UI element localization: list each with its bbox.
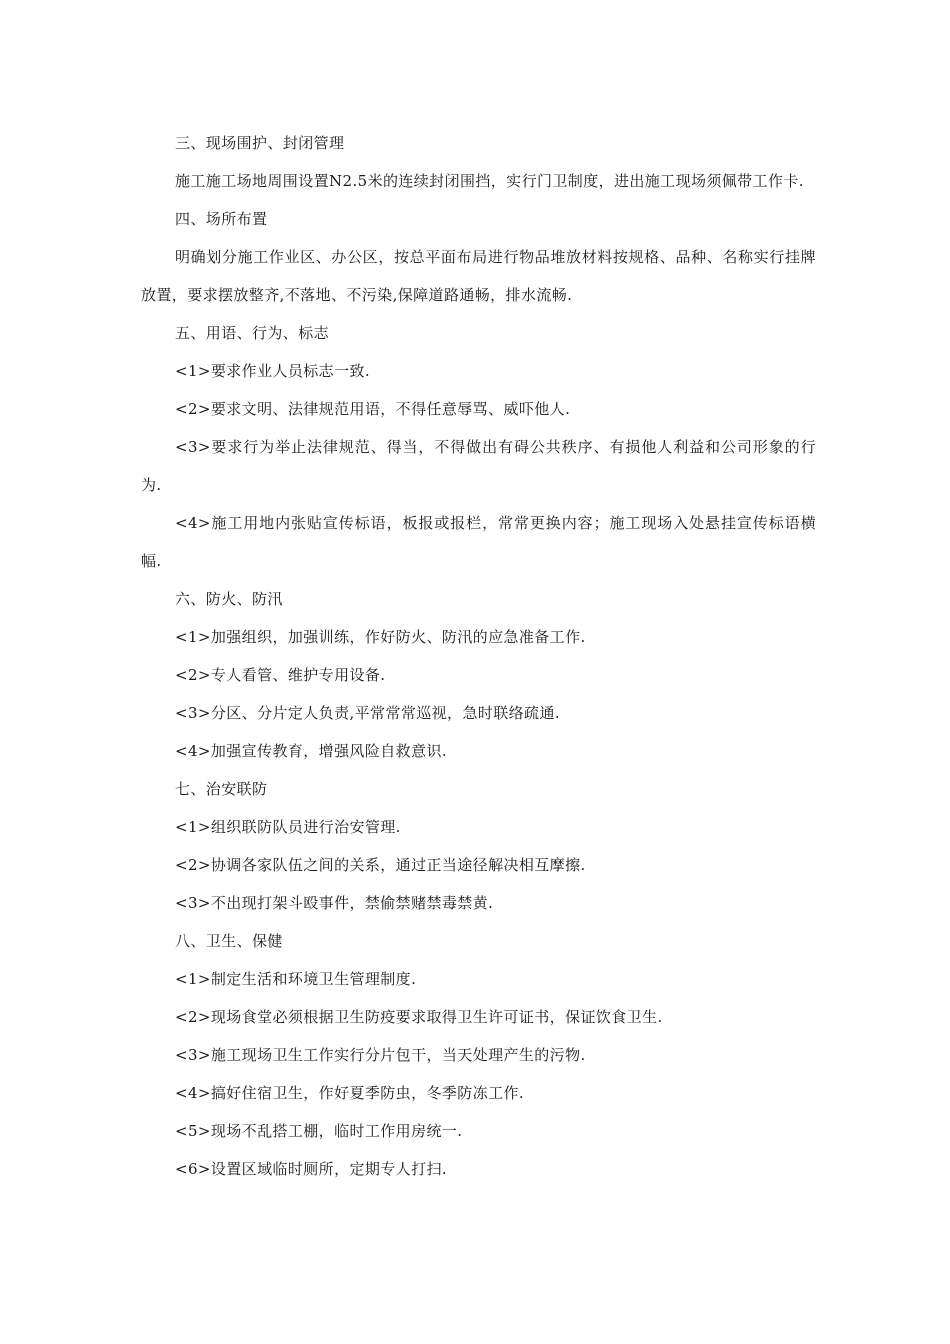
section-heading: 八、卫生、保健 [175, 932, 283, 950]
paragraph: 施工施工场地周围设置N2.5米的连续封闭围挡，实行门卫制度，进出施工现场须佩带工作卡. [175, 172, 804, 190]
list-item: <3>施工现场卫生工作实行分片包干，当天处理产生的污物. [175, 1046, 586, 1064]
list-item: <3>分区、分片定人负责,平常常常巡视，急时联络疏通. [175, 704, 561, 722]
section-heading: 六、防火、防汛 [175, 590, 283, 608]
list-item: <5>现场不乱搭工棚，临时工作用房统一. [175, 1122, 463, 1140]
document-body [141, 124, 816, 1188]
list-item: <1>加强组织，加强训练，作好防火、防汛的应急准备工作. [175, 628, 586, 646]
list-item: <4>施工用地内张贴宣传标语，板报或报栏，常常更换内容；施工现场入处悬挂宣传标语横幅. [141, 514, 816, 570]
list-item: <1>要求作业人员标志一致. [175, 362, 371, 380]
paragraph: 明确划分施工作业区、办公区，按总平面布局进行物品堆放材料按规格、品种、名称实行挂牌放置，要求摆放整齐,不落地、不污染,保障道路通畅，排水流畅. [141, 248, 816, 304]
list-item: <4>加强宣传教育，增强风险自救意识. [175, 742, 448, 760]
section-heading: 五、用语、行为、标志 [175, 324, 330, 342]
list-item: <6>设置区域临时厕所，定期专人打扫. [175, 1160, 448, 1178]
list-item: <2>要求文明、法律规范用语，不得任意辱骂、威吓他人. [175, 400, 571, 418]
list-item: <2>专人看管、维护专用设备. [175, 666, 386, 684]
section-heading: 七、治安联防 [175, 780, 268, 798]
list-item: <1>制定生活和环境卫生管理制度. [175, 970, 417, 988]
list-item: <2>协调各家队伍之间的关系，通过正当途径解决相互摩擦. [175, 856, 586, 874]
list-item: <1>组织联防队员进行治安管理. [175, 818, 401, 836]
section-heading: 四、场所布置 [175, 210, 268, 228]
list-item: <3>不出现打架斗殴事件，禁偷禁赌禁毒禁黄. [175, 894, 494, 912]
list-item: <4>搞好住宿卫生，作好夏季防虫，冬季防冻工作. [175, 1084, 525, 1102]
list-item: <3>要求行为举止法律规范、得当，不得做出有碍公共秩序、有损他人利益和公司形象的行为. [141, 438, 816, 494]
section-heading: 三、现场围护、封闭管理 [175, 134, 345, 152]
list-item: <2>现场食堂必须根据卫生防疫要求取得卫生许可证书，保证饮食卫生. [175, 1008, 663, 1026]
